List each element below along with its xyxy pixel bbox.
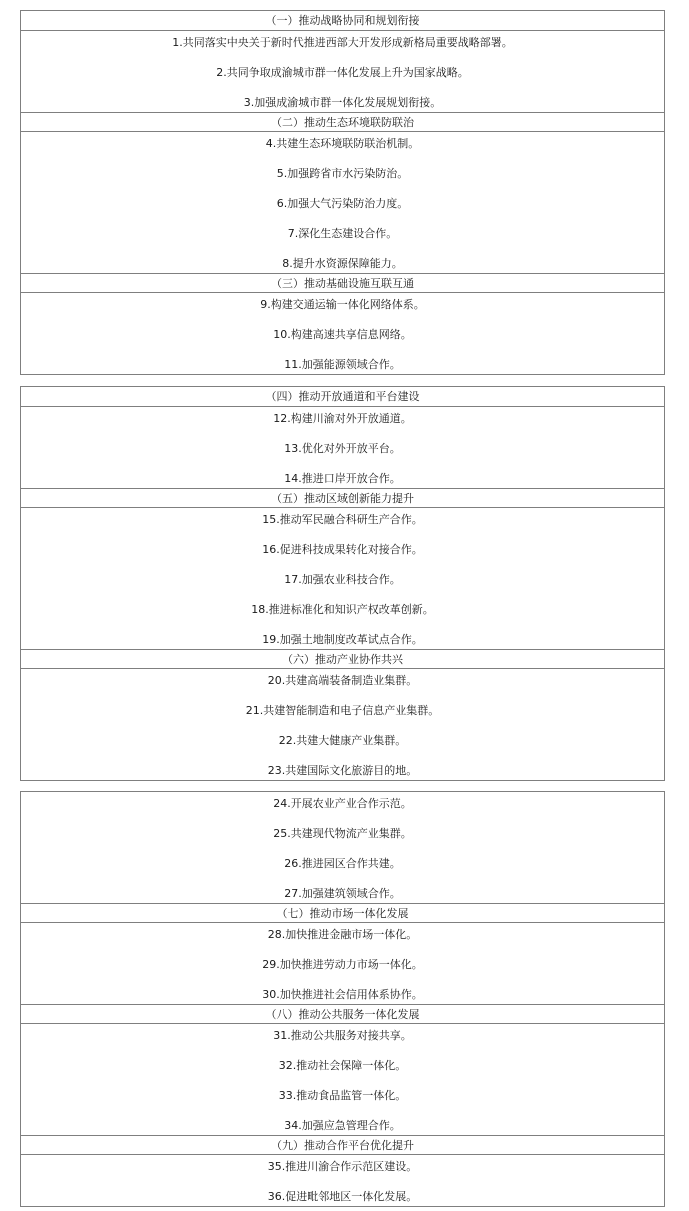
section-header: （七）推动市场一体化发展 (21, 903, 664, 923)
section-header: （三）推动基础设施互联互通 (21, 273, 664, 293)
section-items (21, 293, 664, 374)
policy-table-3 (20, 791, 665, 1207)
list-item: 6.加强大气污染防治力度。 (276, 197, 409, 210)
section-header: （五）推动区域创新能力提升 (21, 488, 664, 508)
policy-table-2 (20, 386, 665, 781)
list-item: 10.构建高速共享信息网络。 (273, 328, 412, 341)
list-item: 16.促进科技成果转化对接合作。 (262, 543, 423, 556)
list-item: 1.共同落实中央关于新时代推进西部大开发形成新格局重要战略部署。 (172, 36, 513, 49)
list-item: 15.推动军民融合科研生产合作。 (262, 513, 423, 526)
list-item: 29.加快推进劳动力市场一体化。 (262, 958, 423, 971)
list-item: 14.推进口岸开放合作。 (284, 472, 401, 485)
list-item: 17.加强农业科技合作。 (284, 573, 401, 586)
list-item: 2.共同争取成渝城市群一体化发展上升为国家战略。 (216, 66, 469, 79)
section-items (21, 792, 664, 903)
section-header: （六）推动产业协作共兴 (21, 649, 664, 669)
list-item: 20.共建高端装备制造业集群。 (267, 674, 418, 687)
list-item: 36.促进毗邻地区一体化发展。 (267, 1190, 418, 1203)
list-item: 23.共建国际文化旅游目的地。 (267, 764, 418, 777)
list-item: 30.加快推进社会信用体系协作。 (262, 988, 423, 1001)
list-item: 28.加快推进金融市场一体化。 (267, 928, 418, 941)
list-item: 5.加强跨省市水污染防治。 (276, 167, 409, 180)
list-item: 22.共建大健康产业集群。 (278, 734, 407, 747)
section-items (21, 31, 664, 112)
section-header: （八）推动公共服务一体化发展 (21, 1004, 664, 1024)
list-item: 21.共建智能制造和电子信息产业集群。 (245, 704, 440, 717)
section-header: （四）推动开放通道和平台建设 (21, 387, 664, 407)
list-item: 24.开展农业产业合作示范。 (273, 797, 412, 810)
list-item: 3.加强成渝城市群一体化发展规划衔接。 (243, 96, 442, 109)
list-item: 4.共建生态环境联防联治机制。 (265, 137, 420, 150)
list-item: 26.推进园区合作共建。 (284, 857, 401, 870)
list-item: 11.加强能源领域合作。 (284, 358, 401, 371)
list-item: 35.推进川渝合作示范区建设。 (267, 1160, 418, 1173)
section-header: （九）推动合作平台优化提升 (21, 1135, 664, 1155)
list-item: 27.加强建筑领域合作。 (284, 887, 401, 900)
list-item: 19.加强土地制度改革试点合作。 (262, 633, 423, 646)
list-item: 33.推动食品监管一体化。 (278, 1089, 407, 1102)
list-item: 9.构建交通运输一体化网络体系。 (260, 298, 425, 311)
section-items (21, 669, 664, 780)
section-header: （二）推动生态环境联防联治 (21, 112, 664, 132)
section-items (21, 508, 664, 649)
section-header: （一）推动战略协同和规划衔接 (21, 11, 664, 31)
section-items (21, 407, 664, 488)
section-items (21, 132, 664, 273)
section-items (21, 1155, 664, 1206)
list-item: 32.推动社会保障一体化。 (278, 1059, 407, 1072)
section-items (21, 923, 664, 1004)
list-item: 7.深化生态建设合作。 (287, 227, 398, 240)
list-item: 12.构建川渝对外开放通道。 (273, 412, 412, 425)
section-items (21, 1024, 664, 1135)
list-item: 34.加强应急管理合作。 (284, 1119, 401, 1132)
policy-table-1 (20, 10, 665, 375)
list-item: 31.推动公共服务对接共享。 (273, 1029, 412, 1042)
list-item: 13.优化对外开放平台。 (284, 442, 401, 455)
list-item: 8.提升水资源保障能力。 (282, 257, 403, 270)
list-item: 25.共建现代物流产业集群。 (273, 827, 412, 840)
list-item: 18.推进标准化和知识产权改革创新。 (251, 603, 434, 616)
